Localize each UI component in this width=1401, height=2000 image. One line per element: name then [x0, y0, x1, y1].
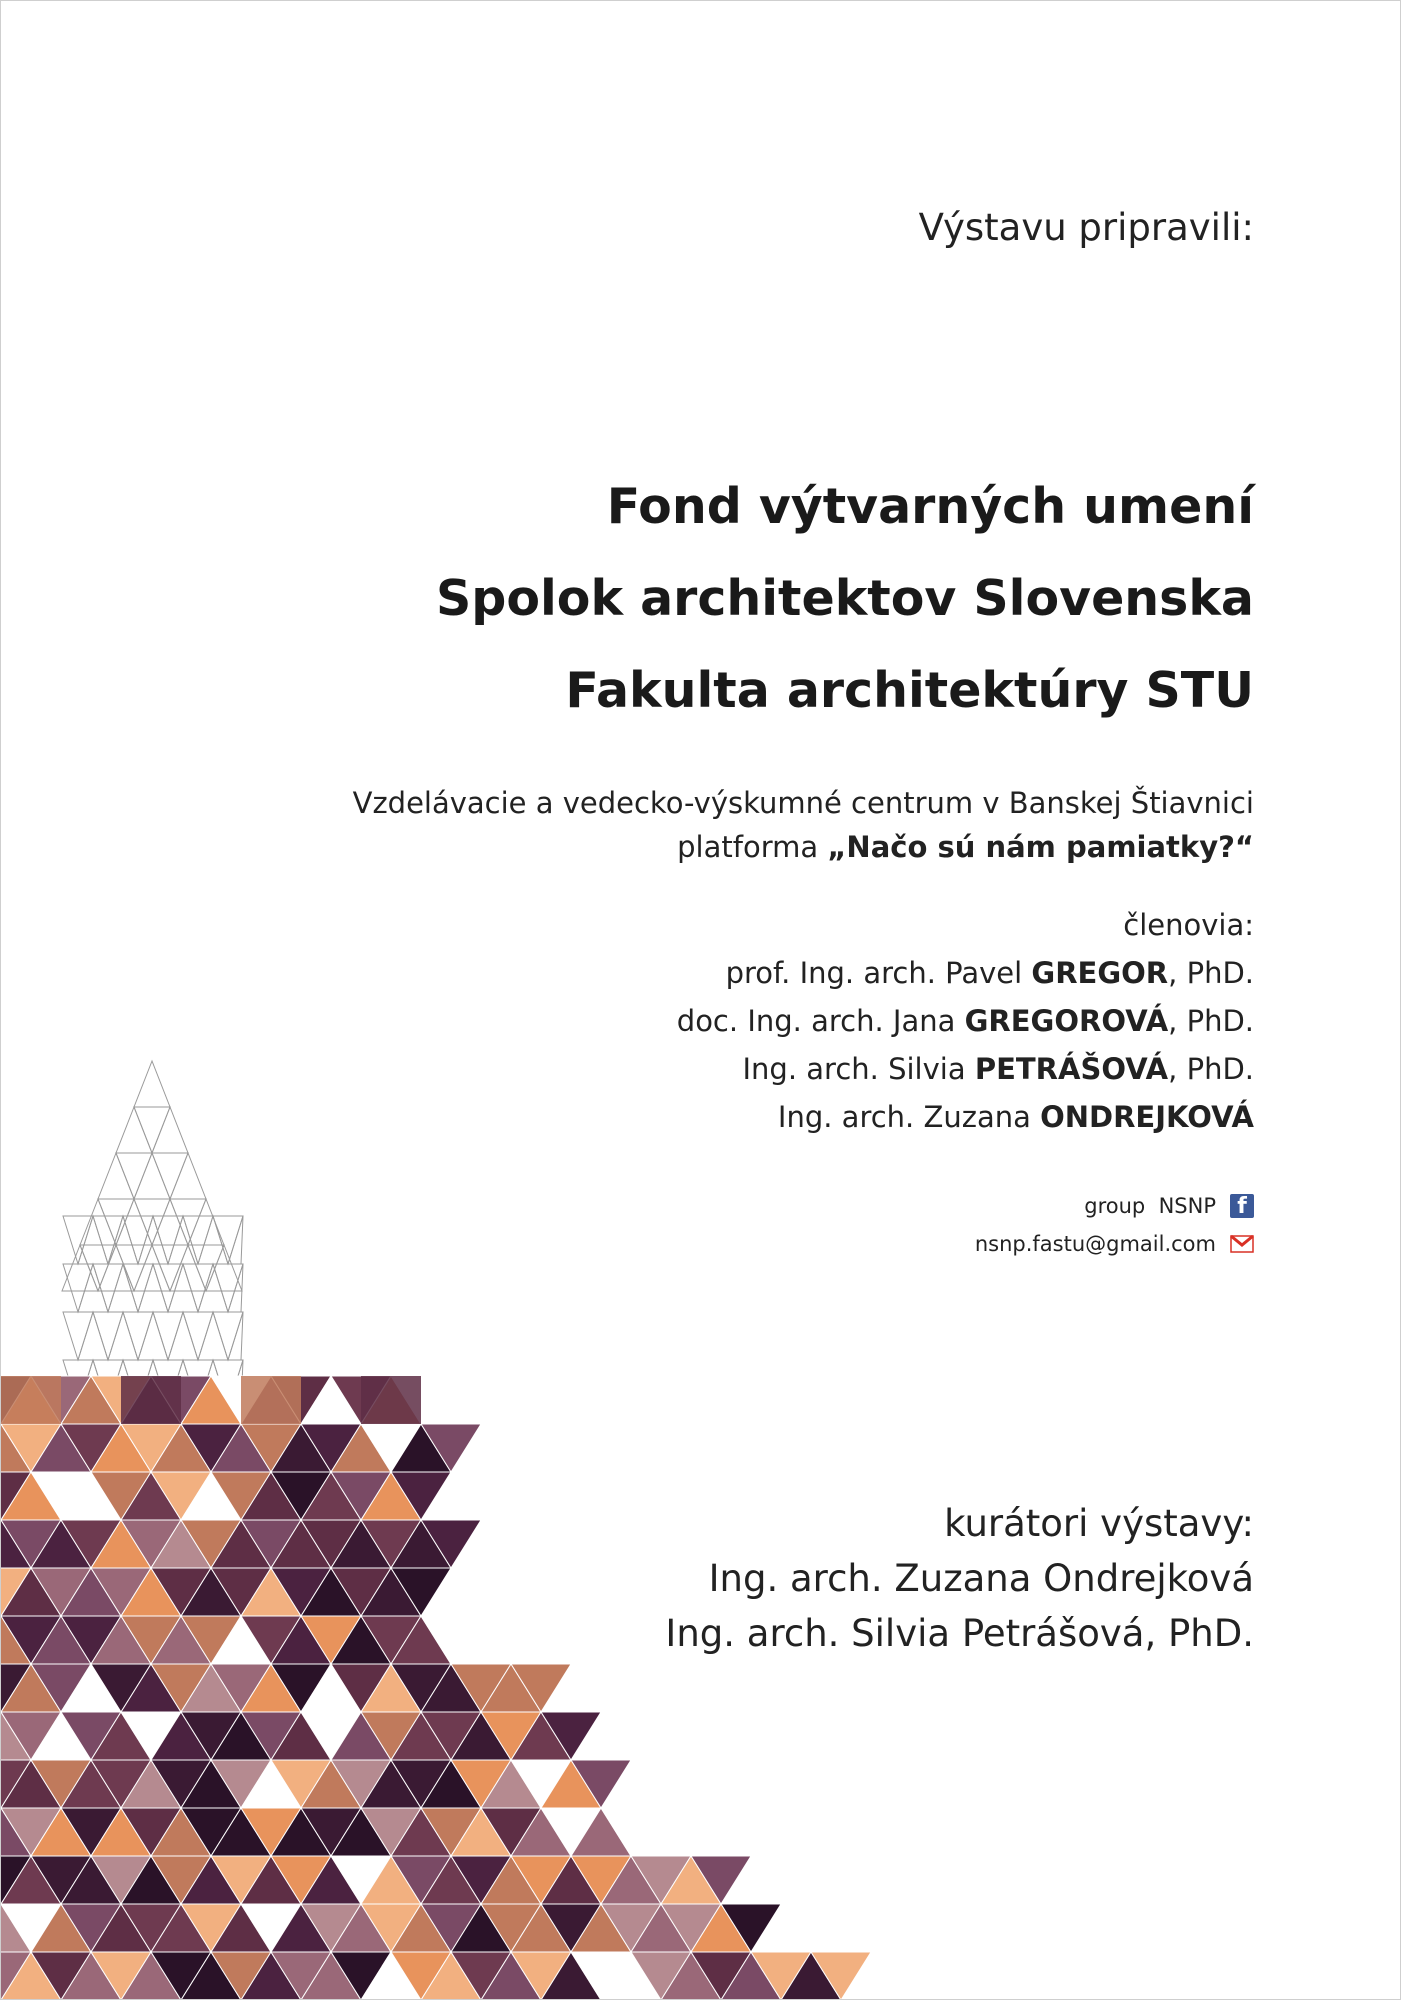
wire-triangle — [168, 1312, 198, 1360]
facebook-icon[interactable]: f — [1230, 1194, 1254, 1218]
platform-line — [154, 825, 1254, 869]
wire-triangle — [108, 1264, 138, 1312]
wire-triangle — [213, 1264, 243, 1312]
wire-triangle — [78, 1312, 108, 1360]
mosaic-triangles — [1, 1376, 871, 2000]
wire-triangle — [198, 1264, 228, 1312]
wire-triangle — [183, 1312, 213, 1360]
wire-triangle — [198, 1312, 228, 1360]
member-suffix: , PhD. — [1168, 1004, 1254, 1038]
member-row — [154, 949, 1254, 997]
wire-triangle — [78, 1216, 108, 1264]
email-row[interactable] — [154, 1225, 1254, 1263]
wire-triangle — [63, 1312, 93, 1360]
members-block — [154, 901, 1254, 1141]
gmail-icon[interactable] — [1230, 1234, 1254, 1254]
wire-triangle — [80, 1199, 116, 1245]
wire-triangle — [116, 1107, 152, 1153]
wire-triangle — [93, 1264, 123, 1312]
wire-triangle — [93, 1312, 123, 1360]
member-prefix: doc. Ing. arch. Jana — [676, 1004, 965, 1038]
member-row — [154, 1093, 1254, 1141]
wire-triangle — [123, 1312, 153, 1360]
member-row — [154, 1045, 1254, 1093]
curators-label: kurátori výstavy: — [944, 1502, 1254, 1545]
facebook-row[interactable] — [154, 1187, 1254, 1225]
wire-triangle — [108, 1216, 138, 1264]
wire-triangle — [62, 1245, 98, 1291]
facebook-group-label: group NSNP — [1084, 1194, 1216, 1218]
member-prefix: Ing. arch. Zuzana — [777, 1100, 1041, 1134]
wire-triangle — [213, 1312, 243, 1360]
wire-triangle — [138, 1264, 168, 1312]
wire-triangle — [80, 1245, 116, 1291]
wire-triangle — [123, 1264, 153, 1312]
wire-triangle — [228, 1312, 243, 1360]
wire-triangle — [153, 1264, 183, 1312]
member-row — [154, 997, 1254, 1045]
platform-prefix: platforma — [677, 830, 828, 864]
wire-triangle — [116, 1153, 152, 1199]
member-prefix: Ing. arch. Silvia — [742, 1052, 975, 1086]
org-fa-stu: Fakulta architektúry STU — [565, 662, 1254, 719]
wire-triangle — [78, 1264, 108, 1312]
wire-triangle — [98, 1245, 134, 1291]
battlement-block — [121, 1376, 181, 1424]
centre-name: Vzdelávacie a vedecko-výskumné centrum v Banskej Štiavnici — [352, 786, 1254, 820]
wire-triangle — [123, 1216, 153, 1264]
email-address[interactable]: nsnp.fastu@gmail.com — [974, 1232, 1216, 1256]
battlement-block — [241, 1376, 301, 1424]
org-fvu: Fond výtvarných umení — [606, 478, 1254, 535]
member-surname: GREGOROVÁ — [964, 1004, 1169, 1038]
battlement-block — [1, 1376, 61, 1424]
org-ssa: Spolok architektov Slovenska — [435, 570, 1254, 627]
member-suffix: , PhD. — [1168, 1052, 1254, 1086]
member-surname: PETRÁŠOVÁ — [974, 1052, 1169, 1086]
member-prefix: prof. Ing. arch. Pavel — [725, 956, 1032, 990]
curators-block — [154, 1496, 1254, 1661]
members-label: členovia: — [1123, 908, 1254, 942]
organizations-list — [154, 461, 1254, 737]
wire-triangle — [138, 1312, 168, 1360]
wire-triangle — [98, 1153, 134, 1199]
wire-triangle — [108, 1312, 138, 1360]
prepared-by-heading: Výstavu pripravili: — [918, 206, 1254, 249]
wire-triangle — [63, 1264, 93, 1312]
member-surname: GREGOR — [1031, 956, 1169, 990]
research-centre — [154, 781, 1254, 869]
curator-name: Ing. arch. Silvia Petrášová, PhD. — [665, 1612, 1254, 1655]
member-surname: ONDREJKOVÁ — [1040, 1100, 1254, 1134]
wire-triangle — [168, 1264, 198, 1312]
wire-triangle — [153, 1312, 183, 1360]
platform-name: „Načo sú nám pamiatky?“ — [827, 830, 1254, 864]
battlement-block — [361, 1376, 421, 1424]
curator-name: Ing. arch. Zuzana Ondrejková — [708, 1557, 1254, 1600]
member-suffix: , PhD. — [1168, 956, 1254, 990]
contacts-block — [154, 1187, 1254, 1263]
